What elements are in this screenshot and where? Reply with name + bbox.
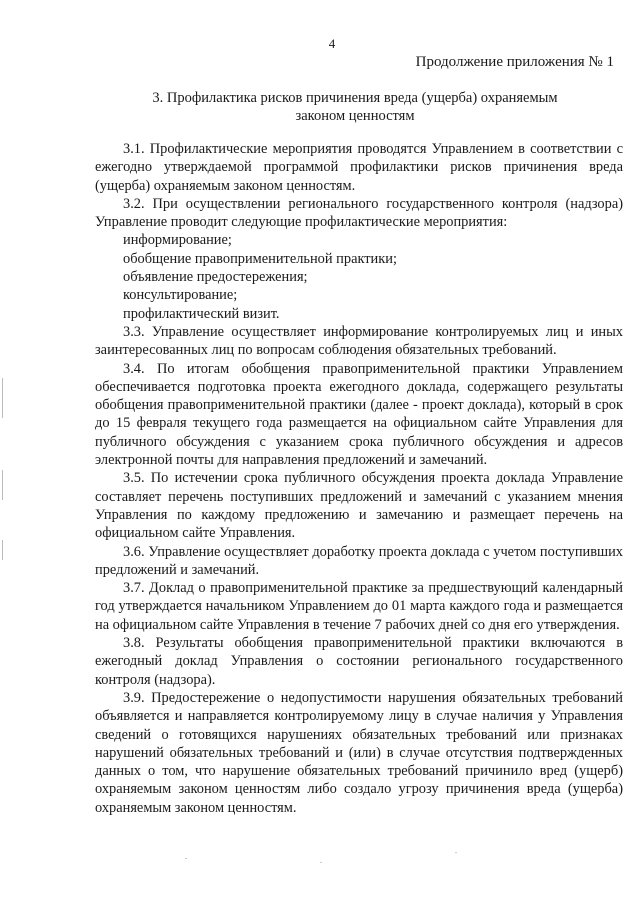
paragraph-3-3: 3.3. Управление осуществляет информирование контролируемых лиц и иных заинтересованных лиц по вопросам соблюдения обязательных требований. (95, 323, 623, 359)
scan-margin-mark (2, 540, 3, 560)
list-item: объявление предостережения; (123, 269, 308, 286)
page-number: 4 (328, 36, 336, 51)
scan-margin-mark (2, 378, 3, 418)
list-item: консультирование; (123, 287, 238, 304)
paragraph-3-5: 3.5. По истечении срока публичного обсуждения проекта доклада Управление составляет перечень поступивших предложений и замечаний с указанием мнения Управления по каждому предложению и замечанию и размещает перечень на официальном сайте Управления. (95, 470, 623, 542)
list-item: обобщение правоприменительной практики; (123, 250, 397, 267)
measures-list (95, 231, 623, 322)
scan-margin-mark (2, 470, 3, 500)
paragraph-3-2: 3.2. При осуществлении регионального государственного контроля (надзора) Управление проводит следующие профилактические мероприятия: (95, 195, 623, 231)
scan-speck (320, 862, 322, 863)
list-item: профилактический визит. (123, 305, 280, 322)
scan-speck (185, 858, 187, 859)
section-title-line-2: законом ценностям (295, 108, 415, 124)
section-title-line-1: 3. Профилактика рисков причинения вреда (ущерба) охраняемым (152, 90, 558, 106)
scan-speck (455, 852, 457, 853)
paragraph-3-4: 3.4. По итогам обобщения правоприменительной практики Управлением обеспечивается подготовка проекта ежегодного доклада, содержащего результаты обобщения правоприменительной практики (далее - проект доклада), который в срок до 15 февраля текущего года размещается на официальном сайте Управления для публичного обсуждения с указанием срока публичного обсуждения и адресов электронной почты для направления предложений и замечаний. (95, 360, 623, 469)
document-body (95, 140, 623, 817)
section-title (60, 89, 640, 125)
paragraph-3-1: 3.1. Профилактические мероприятия проводятся Управлением в соответствии с ежегодно утверждаемой программой профилактики рисков причинения вреда (ущерба) охраняемым законом ценностям. (95, 141, 623, 194)
continuation-note: Продолжение приложения № 1 (415, 54, 614, 70)
list-item: информирование; (123, 232, 232, 249)
paragraph-3-6: 3.6. Управление осуществляет доработку проекта доклада с учетом поступивших предложений и замечаний. (95, 543, 623, 578)
paragraph-3-8: 3.8. Результаты обобщения правоприменительной практики включаются в ежегодный доклад Управления о состоянии регионального государственного контроля (надзора). (95, 635, 623, 688)
paragraph-3-9: 3.9. Предостережение о недопустимости нарушения обязательных требований объявляется и направляется контролируемому лицу в случае наличия у Управления сведений о готовящихся нарушениях обязательных требований или признаках нарушений обязательных требований и (или) в случае отсутствия подтвержденных данных о том, что нарушение обязательных требований причинило вред (ущерб) охраняемым законом ценностям либо создало угрозу причинения вреда (ущерба) охраняемым законом ценностям. (95, 689, 623, 816)
paragraph-3-7: 3.7. Доклад о правоприменительной практике за предшествующий календарный год утверждается начальником Управлением до 01 марта каждого года и размещается на официальном сайте Управления в течение 7 рабочих дней со дня его утверждения. (95, 580, 623, 633)
